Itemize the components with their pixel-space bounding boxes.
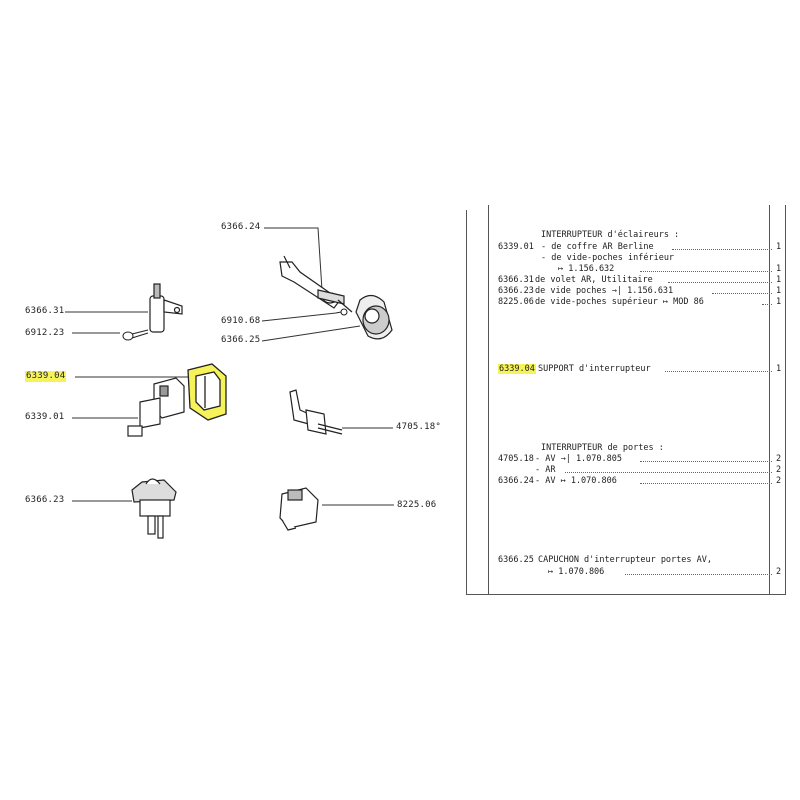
group1-title: INTERRUPTEUR d'éclaireurs : bbox=[541, 230, 680, 240]
part-4705-18 bbox=[290, 390, 342, 434]
part-6366-25 bbox=[356, 295, 392, 338]
part-6366-23 bbox=[132, 479, 176, 538]
leader-6366-25 bbox=[262, 326, 360, 341]
part-8225-06 bbox=[280, 488, 318, 530]
callout-8225-06: 8225.06 bbox=[397, 500, 437, 510]
part-6339-01 bbox=[128, 378, 184, 436]
part-6912-23 bbox=[123, 330, 148, 340]
part-6366-24 bbox=[280, 256, 352, 312]
callout-6366-23: 6366.23 bbox=[25, 495, 65, 505]
frame-right-rule bbox=[785, 205, 786, 595]
callout-6912-23: 6912.23 bbox=[25, 328, 65, 338]
part-6910-68 bbox=[336, 309, 347, 315]
frame-left-rule bbox=[466, 210, 467, 595]
frame-bottom-rule bbox=[466, 594, 786, 595]
callout-6366-31: 6366.31 bbox=[25, 306, 65, 316]
frame-ref-rule bbox=[488, 205, 489, 595]
callout-4705-18: 4705.18° bbox=[396, 422, 441, 432]
callout-6366-25: 6366.25 bbox=[221, 335, 261, 345]
part-6366-31 bbox=[150, 284, 182, 332]
callout-6366-24: 6366.24 bbox=[221, 222, 261, 232]
part-6339-04 bbox=[188, 364, 226, 420]
callout-6910-68: 6910.68 bbox=[221, 316, 261, 326]
group2-title: INTERRUPTEUR de portes : bbox=[541, 443, 664, 453]
leader-6910-68 bbox=[262, 313, 336, 321]
callout-6339-04: 6339.04 bbox=[26, 371, 66, 381]
support-ref-highlight: 6339.04 bbox=[499, 364, 535, 374]
callout-6339-01: 6339.01 bbox=[25, 412, 65, 422]
